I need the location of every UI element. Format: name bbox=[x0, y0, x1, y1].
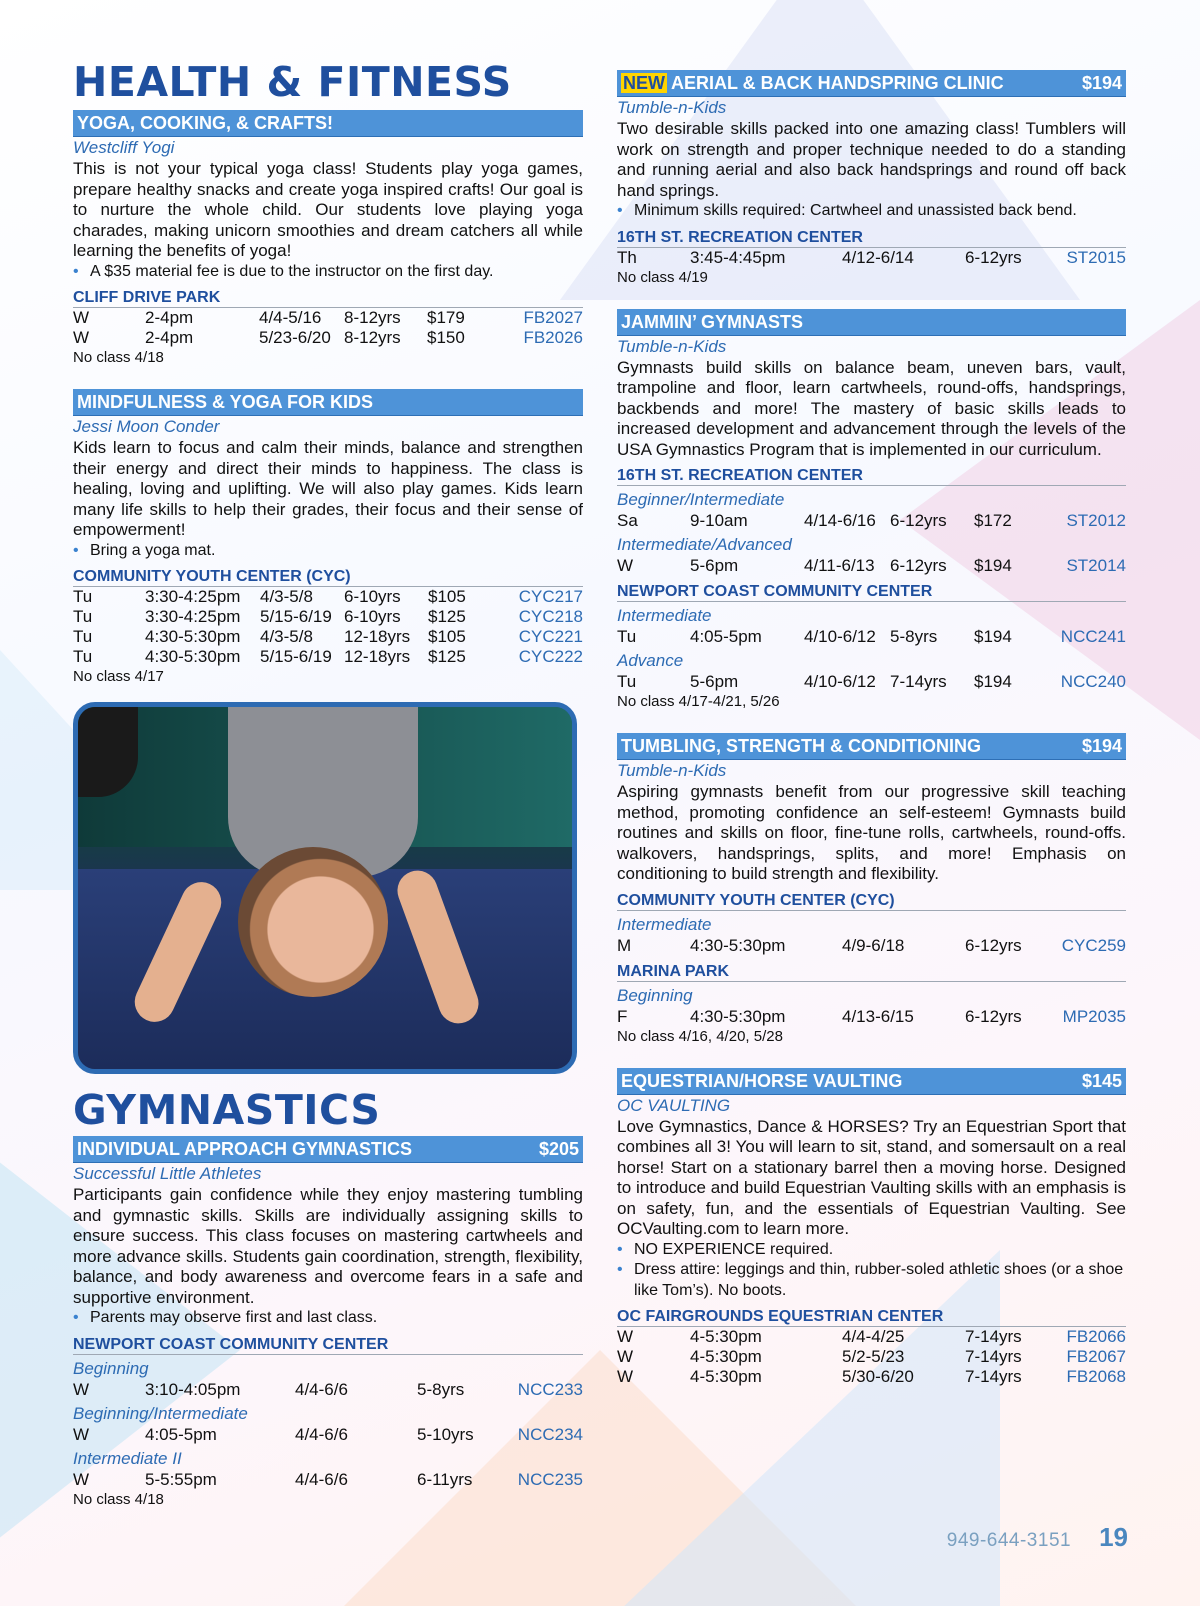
no-class-note: No class 4/17-4/21, 5/26 bbox=[617, 693, 780, 710]
class-description: Kids learn to focus and calm their minds, balance and strengthen their energy and direct their minds to happiness. The class is healing, loving and uplifting. We will also play games. Kids learn many life skills to help their grades, their focus and their sense of empowerment! bbox=[73, 438, 583, 539]
schedule-row: M 4:30-5:30pm 4/9-6/18 6-12yrs CYC259 bbox=[617, 935, 1126, 955]
class-code[interactable]: CYC217 bbox=[518, 587, 583, 606]
schedule-row: Th 3:45-4:45pm 4/12-6/14 6-12yrs ST2015 bbox=[617, 247, 1126, 267]
class-code[interactable]: FB2067 bbox=[1066, 1347, 1126, 1366]
location-heading: MARINA PARK bbox=[617, 962, 1126, 982]
class-title: AERIAL & BACK HANDSPRING CLINIC bbox=[671, 73, 1004, 93]
class-price: $205 bbox=[538, 1139, 579, 1159]
schedule-row: Tu 3:30-4:25pm 4/3-5/8 6-10yrs $105 CYC217 bbox=[73, 587, 583, 606]
class-individual-gymnastics bbox=[73, 1136, 583, 1509]
phone-number: 949-644-3151 bbox=[946, 1530, 1072, 1551]
schedule-row: Tu 4:05-5pm 4/10-6/12 5-8yrs $194 NCC241 bbox=[617, 627, 1126, 646]
class-mindfulness bbox=[73, 389, 583, 686]
location-heading: NEWPORT COAST COMMUNITY CENTER bbox=[73, 1335, 583, 1355]
instructor: Tumble-n-Kids bbox=[617, 761, 727, 780]
class-code[interactable]: FB2027 bbox=[523, 308, 583, 327]
section-heading-gymnastics: GYMNASTICS bbox=[73, 1086, 381, 1134]
level-label: Beginning bbox=[617, 985, 693, 1005]
right-column bbox=[617, 70, 1126, 1387]
schedule-row: F 4:30-5:30pm 4/13-6/15 6-12yrs MP2035 bbox=[617, 1006, 1126, 1026]
class-title: INDIVIDUAL APPROACH GYMNASTICS bbox=[77, 1139, 413, 1159]
left-column bbox=[73, 58, 583, 1509]
section-heading-health: HEALTH & FITNESS bbox=[73, 58, 512, 106]
page-number: 19 bbox=[1099, 1522, 1128, 1552]
class-description: Love Gymnastics, Dance & HORSES? Try an Equestrian Sport that combines all 3! You will learn to sit, stand, and somersault on a real horse! Start on a stationary barrel then a moving horse. Designed to introduce and build Equestrian Vaulting skills with an emphasis is on safety, fun, and the essentials of Equestrian Vaulting. See OCVaulting.com to learn more. bbox=[617, 1116, 1126, 1238]
class-yoga-cooking bbox=[73, 110, 583, 367]
class-code[interactable]: NCC241 bbox=[1060, 627, 1126, 646]
instructor: Tumble-n-Kids bbox=[617, 336, 727, 356]
class-code[interactable]: ST2015 bbox=[1066, 247, 1126, 267]
schedule-row: W 4-5:30pm 4/4-4/25 7-14yrs FB2066 bbox=[617, 1327, 1126, 1346]
class-code[interactable]: CYC222 bbox=[518, 647, 583, 666]
class-aerial-clinic bbox=[617, 70, 1126, 287]
class-jammin-gymnasts bbox=[617, 309, 1126, 712]
class-code[interactable]: FB2068 bbox=[1066, 1367, 1126, 1386]
schedule-row: W 4-5:30pm 5/30-6/20 7-14yrs FB2068 bbox=[617, 1367, 1126, 1386]
schedule-row: W 3:10-4:05pm 4/4-6/6 5-8yrs NCC233 bbox=[73, 1379, 583, 1399]
level-label: Intermediate/Advanced bbox=[617, 535, 792, 554]
class-description: This is not your typical yoga class! Students play yoga games, prepare healthy snacks and create yoga inspired crafts! Our goal is to nurture the whole child. Our students love playing yoga charades, making unicorn smoothies and dream catchers all while learning the benefits of yoga! bbox=[73, 159, 583, 260]
no-class-note: No class 4/16, 4/20, 5/28 bbox=[617, 1027, 783, 1045]
class-title-bar bbox=[73, 110, 583, 137]
schedule-row: W 5-5:55pm 4/4-6/6 6-11yrs NCC235 bbox=[73, 1469, 583, 1489]
class-code[interactable]: FB2066 bbox=[1066, 1327, 1126, 1346]
instructor: Successful Little Athletes bbox=[73, 1164, 262, 1183]
location-heading: COMMUNITY YOUTH CENTER (CYC) bbox=[73, 567, 583, 587]
class-title-bar bbox=[617, 309, 1126, 336]
location-heading: COMMUNITY YOUTH CENTER (CYC) bbox=[617, 891, 1126, 911]
instructor: Westcliff Yogi bbox=[73, 138, 175, 157]
schedule-row: W 2-4pm 4/4-5/16 8-12yrs $179 FB2027 bbox=[73, 308, 583, 327]
location-heading: CLIFF DRIVE PARK bbox=[73, 288, 583, 308]
class-code[interactable]: NCC233 bbox=[517, 1379, 583, 1399]
class-code[interactable]: CYC218 bbox=[518, 607, 583, 626]
class-title: MINDFULNESS & YOGA FOR KIDS bbox=[77, 392, 374, 412]
schedule-row: Tu 4:30-5:30pm 5/15-6/19 12-18yrs $125 CYC222 bbox=[73, 647, 583, 666]
class-equestrian bbox=[617, 1068, 1126, 1388]
class-title-bar bbox=[617, 733, 1126, 760]
class-title: JAMMIN’ GYMNASTS bbox=[621, 311, 804, 332]
class-code[interactable]: CYC221 bbox=[518, 627, 583, 646]
gymnast-photo bbox=[73, 702, 577, 1074]
level-label: Beginning/Intermediate bbox=[73, 1403, 248, 1423]
class-description: Participants gain confidence while they enjoy mastering tumbling and gymnastic skills. Skills are individually assigning skills to ensure success. This class focuses on mastering cartwheels and more advance skills. Students gain coordination, strength, flexibility, balance, and body awareness and overcome fears in a safe and supportive environment. bbox=[73, 1185, 583, 1307]
note-bullet: • A $35 material fee is due to the instructor on the first day. bbox=[73, 262, 494, 280]
instructor: Tumble-n-Kids bbox=[617, 98, 727, 117]
new-badge: NEW bbox=[623, 73, 665, 93]
location-heading: 16TH ST. RECREATION CENTER bbox=[617, 228, 1126, 248]
class-price: $194 bbox=[1081, 73, 1122, 93]
schedule-row: W 2-4pm 5/23-6/20 8-12yrs $150 FB2026 bbox=[73, 328, 583, 347]
level-label: Intermediate bbox=[617, 914, 712, 934]
schedule-row: Tu 4:30-5:30pm 4/3-5/8 12-18yrs $105 CYC221 bbox=[73, 627, 583, 646]
instructor: OC VAULTING bbox=[617, 1095, 731, 1115]
class-title: YOGA, COOKING, & CRAFTS! bbox=[77, 113, 333, 133]
schedule-row: W 4-5:30pm 5/2-5/23 7-14yrs FB2067 bbox=[617, 1347, 1126, 1366]
class-title: TUMBLING, STRENGTH & CONDITIONING bbox=[621, 736, 981, 756]
class-title-bar bbox=[617, 1068, 1126, 1095]
note-bullet: • Dress attire: leggings and thin, rubber-soled athletic shoes (or a shoe like Tom’s). No boots. bbox=[617, 1261, 1124, 1299]
no-class-note: No class 4/18 bbox=[73, 349, 164, 366]
schedule-row: Tu 5-6pm 4/10-6/12 7-14yrs $194 NCC240 bbox=[617, 672, 1126, 691]
location-heading: OC FAIRGROUNDS EQUESTRIAN CENTER bbox=[617, 1307, 1126, 1327]
class-title-bar bbox=[73, 389, 583, 416]
level-label: Intermediate II bbox=[73, 1448, 182, 1468]
class-title-bar bbox=[617, 70, 1126, 97]
no-class-note: No class 4/19 bbox=[617, 268, 708, 286]
note-bullet: • Bring a yoga mat. bbox=[73, 541, 216, 559]
class-code[interactable]: ST2012 bbox=[1066, 511, 1126, 530]
note-bullet: • NO EXPERIENCE required. bbox=[617, 1240, 834, 1258]
schedule-row: Tu 3:30-4:25pm 5/15-6/19 6-10yrs $125 CYC218 bbox=[73, 607, 583, 626]
class-description: Two desirable skills packed into one amazing class! Tumblers will work on strength and proper technique needed to do a standing and running aerial and also back handsprings and round off back hand springs. bbox=[617, 119, 1126, 200]
page-footer bbox=[947, 1522, 1128, 1553]
note-bullet: • Minimum skills required: Cartwheel and unassisted back bend. bbox=[617, 202, 1077, 219]
schedule-row: W 5-6pm 4/11-6/13 6-12yrs $194 ST2014 bbox=[617, 556, 1126, 575]
class-code[interactable]: ST2014 bbox=[1066, 556, 1126, 575]
class-code[interactable]: MP2035 bbox=[1062, 1006, 1126, 1026]
no-class-note: No class 4/18 bbox=[73, 1490, 164, 1508]
level-label: Advance bbox=[617, 651, 684, 670]
location-heading: NEWPORT COAST COMMUNITY CENTER bbox=[617, 582, 1126, 602]
level-label: Intermediate bbox=[617, 606, 712, 625]
class-price: $145 bbox=[1081, 1070, 1122, 1091]
class-code[interactable]: CYC259 bbox=[1061, 935, 1126, 955]
class-tumbling bbox=[617, 733, 1126, 1046]
class-description: Aspiring gymnasts benefit from our progressive skill teaching method, promoting confidence an self-esteem! Gymnasts build routines and skills on floor, fine-tune rolls, cartwheels, round-offs. walkovers, handsprings, splits, and more! Emphasis on conditioning to build strength and flexibility. bbox=[617, 782, 1126, 883]
schedule-row: Sa 9-10am 4/14-6/16 6-12yrs $172 ST2012 bbox=[617, 511, 1126, 530]
class-code[interactable]: NCC240 bbox=[1060, 672, 1126, 691]
class-code[interactable]: FB2026 bbox=[523, 328, 583, 347]
schedule-row: W 4:05-5pm 4/4-6/6 5-10yrs NCC234 bbox=[73, 1424, 583, 1444]
class-code[interactable]: NCC234 bbox=[517, 1424, 583, 1444]
class-code[interactable]: NCC235 bbox=[517, 1469, 583, 1489]
class-description: Gymnasts build skills on balance beam, uneven bars, vault, trampoline and floor, learn cartwheels, round-offs, handsprings, backbends and more! The mastery of basic skills leads to increased development and advancement through the levels of the USA Gymnastics Program that is implemented in our curriculum. bbox=[617, 357, 1126, 459]
class-title-bar bbox=[73, 1136, 583, 1163]
level-label: Beginning bbox=[73, 1358, 149, 1378]
instructor: Jessi Moon Conder bbox=[73, 417, 220, 436]
no-class-note: No class 4/17 bbox=[73, 668, 164, 685]
level-label: Beginner/Intermediate bbox=[617, 490, 785, 509]
class-title: EQUESTRIAN/HORSE VAULTING bbox=[621, 1070, 903, 1091]
note-bullet: • Parents may observe first and last class. bbox=[73, 1309, 378, 1326]
location-heading: 16TH ST. RECREATION CENTER bbox=[617, 466, 1126, 486]
class-price: $194 bbox=[1081, 736, 1122, 756]
